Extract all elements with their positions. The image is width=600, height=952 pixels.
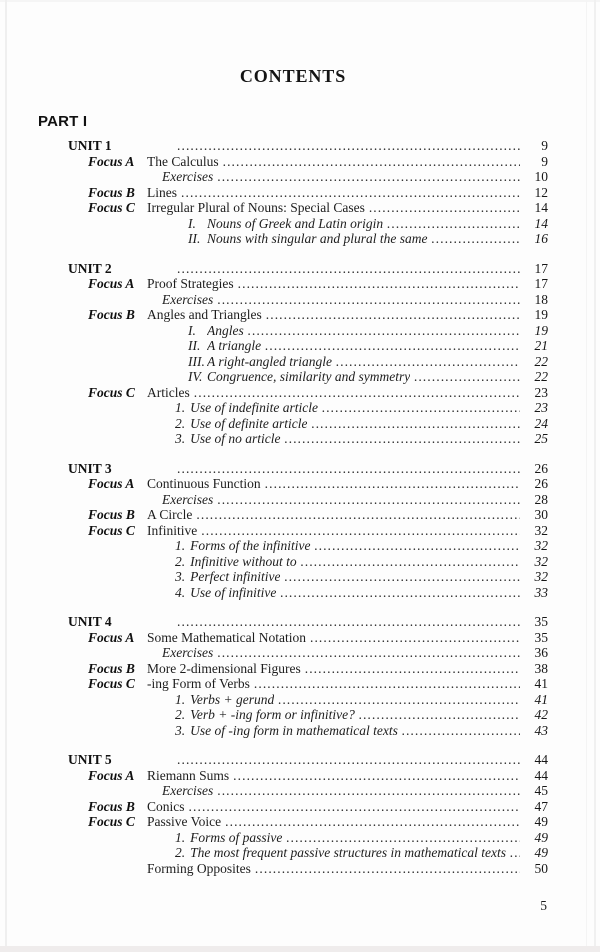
page-number: 44 (534, 752, 548, 767)
dot-leader (177, 752, 520, 768)
page-number: 19 (534, 307, 548, 322)
entry-title: Conics (147, 798, 185, 814)
toc-row-5-7 (0, 861, 600, 877)
dot-leader (189, 799, 520, 815)
toc-row-5-6 (0, 845, 600, 861)
entry-title: Riemann Sums (147, 767, 230, 783)
toc-row-1-5 (0, 216, 600, 232)
page-number: 24 (534, 415, 548, 431)
entry-title: Nouns with singular and plural the same (207, 231, 428, 246)
dot-leader (510, 845, 520, 861)
page-number: 9 (541, 138, 548, 153)
dot-leader (217, 783, 520, 799)
unit-label: UNIT 4 (68, 614, 112, 629)
entry-title: A right-angled triangle (207, 353, 332, 369)
toc-row-2-8 (0, 385, 600, 401)
focus-label: Focus C (88, 200, 135, 215)
toc-row-5-1 (0, 768, 600, 784)
focus-label: Focus B (88, 307, 135, 322)
page-number: 47 (534, 798, 548, 814)
toc-row-4-2 (0, 645, 600, 661)
toc (0, 138, 600, 890)
page-number: 17 (534, 276, 548, 291)
dot-leader (254, 676, 520, 692)
page-number: 9 (541, 153, 548, 169)
item-number: 1. (175, 538, 186, 553)
dot-leader (265, 476, 520, 492)
item-number: 3. (175, 431, 186, 446)
focus-label: Focus A (88, 476, 135, 491)
focus-label: Focus B (88, 798, 135, 814)
unit-label: UNIT 1 (68, 138, 112, 153)
toc-row-3-7 (0, 569, 600, 585)
dot-leader (265, 338, 520, 354)
item-number: II. (188, 338, 201, 353)
focus-label: Focus C (88, 384, 135, 400)
item-number: 3. (175, 722, 186, 738)
toc-row-unit-2 (0, 261, 600, 277)
toc-row-unit-3 (0, 461, 600, 477)
entry-title: More 2-dimensional Figures (147, 660, 301, 676)
dot-leader (194, 385, 520, 401)
part-heading: PART I (38, 113, 88, 130)
toc-row-4-5 (0, 692, 600, 708)
toc-row-2-5 (0, 338, 600, 354)
scan-edge-top (0, 0, 600, 2)
entry-title: Exercises (162, 783, 214, 798)
page-number: 23 (534, 400, 548, 415)
toc-row-2-7 (0, 369, 600, 385)
page-number: 32 (534, 569, 548, 584)
dot-leader (201, 523, 520, 539)
entry-title: Exercises (162, 645, 214, 660)
entry-title: Some Mathematical Notation (147, 629, 306, 645)
toc-row-unit-5 (0, 752, 600, 768)
dot-leader (336, 354, 520, 370)
page-number: 26 (534, 460, 548, 476)
page-number: 44 (534, 767, 548, 783)
toc-row-1-2 (0, 169, 600, 185)
unit-label: UNIT 3 (68, 460, 112, 476)
page-number: 42 (534, 707, 548, 722)
toc-row-2-4 (0, 323, 600, 339)
page-number: 41 (534, 691, 548, 707)
dot-leader (217, 492, 520, 508)
entry-title: Forms of the infinitive (190, 538, 311, 553)
dot-leader (238, 276, 520, 292)
dot-leader (286, 830, 520, 846)
item-number: 1. (175, 829, 186, 845)
toc-row-2-9 (0, 400, 600, 416)
page-number: 38 (534, 660, 548, 676)
toc-row-2-1 (0, 276, 600, 292)
item-number: 2. (175, 845, 186, 860)
dot-leader (177, 261, 520, 277)
page-number: 19 (534, 322, 548, 338)
dot-leader (223, 154, 520, 170)
toc-row-unit-4 (0, 614, 600, 630)
item-number: 2. (175, 553, 186, 569)
entry-title: Use of indefinite article (190, 400, 318, 415)
page-number: 36 (534, 645, 548, 660)
toc-row-1-6 (0, 231, 600, 247)
toc-row-4-6 (0, 707, 600, 723)
page-number: 25 (534, 431, 548, 446)
entry-title: Continuous Function (147, 476, 261, 491)
page-number: 28 (534, 491, 548, 507)
dot-leader (248, 323, 520, 339)
toc-row-2-2 (0, 292, 600, 308)
focus-label: Focus B (88, 507, 135, 522)
toc-row-2-3 (0, 307, 600, 323)
page-number: 33 (534, 584, 548, 600)
entry-title: Proof Strategies (147, 276, 234, 291)
dot-leader (196, 507, 520, 523)
dot-leader (177, 138, 520, 154)
page-number: 23 (534, 384, 548, 400)
entry-title: Angles (207, 322, 244, 338)
toc-row-4-3 (0, 661, 600, 677)
unit-block-3 (0, 461, 600, 601)
toc-row-1-4 (0, 200, 600, 216)
entry-title: Use of definite article (190, 415, 308, 431)
toc-row-5-3 (0, 799, 600, 815)
page-number: 30 (534, 507, 548, 522)
toc-row-2-10 (0, 416, 600, 432)
entry-title: Nouns of Greek and Latin origin (207, 215, 384, 231)
dot-leader (217, 169, 520, 185)
page-number: 32 (534, 538, 548, 553)
scan-edge-bottom (0, 946, 600, 952)
item-number: 1. (175, 400, 186, 415)
focus-label: Focus A (88, 153, 135, 169)
unit-block-2 (0, 261, 600, 447)
page-number: 32 (534, 522, 548, 538)
dot-leader (285, 431, 521, 447)
toc-row-5-5 (0, 830, 600, 846)
item-number: 1. (175, 691, 186, 707)
entry-title: Verb + -ing form or infinitive? (190, 707, 355, 722)
toc-row-3-5 (0, 538, 600, 554)
dot-leader (432, 231, 520, 247)
dot-leader (322, 400, 520, 416)
page-number: 18 (534, 291, 548, 307)
dot-leader (233, 768, 520, 784)
entry-title: Passive Voice (147, 814, 222, 829)
page-number: 17 (534, 260, 548, 276)
item-number: III. (188, 353, 205, 369)
toc-row-4-1 (0, 630, 600, 646)
entry-title: Forms of passive (190, 829, 283, 845)
page-number: 49 (534, 845, 548, 860)
dot-leader (217, 292, 520, 308)
page-title: CONTENTS (239, 66, 347, 86)
dot-leader (310, 630, 520, 646)
page-number: 43 (534, 722, 548, 738)
page-number: 12 (534, 184, 548, 200)
entry-title: Infinitive (147, 522, 198, 538)
focus-label: Focus C (88, 676, 135, 691)
entry-title: Irregular Plural of Nouns: Special Cases (147, 200, 365, 215)
toc-row-3-3 (0, 507, 600, 523)
dot-leader (301, 554, 520, 570)
toc-row-unit-1 (0, 138, 600, 154)
toc-row-2-11 (0, 431, 600, 447)
focus-label: Focus A (88, 276, 135, 291)
page-number: 49 (534, 829, 548, 845)
unit-block-4 (0, 614, 600, 738)
dot-leader (315, 538, 521, 554)
item-number: 3. (175, 569, 186, 584)
toc-row-1-3 (0, 185, 600, 201)
toc-row-4-7 (0, 723, 600, 739)
dot-leader (369, 200, 520, 216)
dot-leader (387, 216, 520, 232)
page-number: 45 (534, 783, 548, 798)
focus-label: Focus C (88, 814, 135, 829)
focus-label: Focus A (88, 767, 135, 783)
entry-title: Lines (147, 184, 177, 200)
toc-row-4-4 (0, 676, 600, 692)
item-number: I. (188, 215, 196, 231)
entry-title: Infinitive without to (190, 553, 297, 569)
dot-leader (225, 814, 520, 830)
page-number: 21 (534, 338, 548, 353)
page-number: 22 (534, 369, 548, 384)
toc-row-3-6 (0, 554, 600, 570)
page-number: 41 (534, 676, 548, 691)
dot-leader (359, 707, 520, 723)
page-number: 32 (534, 553, 548, 569)
unit-label: UNIT 5 (68, 752, 112, 767)
toc-row-3-4 (0, 523, 600, 539)
dot-leader (181, 185, 520, 201)
page-number: 35 (534, 614, 548, 629)
entry-title: Exercises (162, 169, 214, 184)
item-number: 4. (175, 584, 186, 600)
dot-leader (177, 614, 520, 630)
dot-leader (266, 307, 520, 323)
entry-title: Exercises (162, 491, 214, 507)
toc-row-2-6 (0, 354, 600, 370)
dot-leader (305, 661, 520, 677)
entry-title: Forming Opposites (147, 860, 251, 876)
page-number: 14 (534, 215, 548, 231)
entry-title: Perfect infinitive (190, 569, 281, 584)
entry-title: Angles and Triangles (147, 307, 262, 322)
dot-leader (217, 645, 520, 661)
toc-row-1-1 (0, 154, 600, 170)
toc-row-3-2 (0, 492, 600, 508)
unit-block-1 (0, 138, 600, 247)
entry-title: The most frequent passive structures in mathematical texts (190, 845, 506, 860)
dot-leader (311, 416, 520, 432)
toc-row-5-4 (0, 814, 600, 830)
entry-title: Articles (147, 384, 190, 400)
toc-row-5-2 (0, 783, 600, 799)
page-number: 49 (534, 814, 548, 829)
item-number: 2. (175, 415, 186, 431)
entry-title: The Calculus (147, 153, 219, 169)
focus-label: Focus B (88, 184, 135, 200)
toc-row-3-8 (0, 585, 600, 601)
item-number: IV. (188, 369, 203, 384)
dot-leader (402, 723, 520, 739)
page-number: 14 (534, 200, 548, 215)
toc-row-3-1 (0, 476, 600, 492)
unit-block-5 (0, 752, 600, 876)
dot-leader (278, 692, 520, 708)
item-number: II. (188, 231, 201, 246)
item-number: 2. (175, 707, 186, 722)
entry-title: Use of no article (190, 431, 281, 446)
entry-title: Congruence, similarity and symmetry (207, 369, 411, 384)
entry-title: -ing Form of Verbs (147, 676, 250, 691)
page-number: 26 (534, 476, 548, 491)
dot-leader (414, 369, 520, 385)
focus-label: Focus B (88, 660, 135, 676)
dot-leader (177, 461, 520, 477)
item-number: I. (188, 322, 196, 338)
page-number: 50 (534, 860, 548, 876)
entry-title: A Circle (147, 507, 193, 522)
dot-leader (255, 861, 520, 877)
page-number: 22 (534, 353, 548, 369)
unit-label: UNIT 2 (68, 260, 112, 276)
focus-label: Focus C (88, 522, 135, 538)
entry-title: A triangle (207, 338, 262, 353)
entry-title: Verbs + gerund (190, 691, 275, 707)
entry-title: Use of -ing form in mathematical texts (190, 722, 398, 738)
footer-page-number: 5 (540, 898, 547, 913)
page-number: 16 (534, 231, 548, 246)
dot-leader (284, 569, 520, 585)
entry-title: Use of infinitive (190, 584, 277, 600)
page-number: 35 (534, 629, 548, 645)
entry-title: Exercises (162, 291, 214, 307)
dot-leader (280, 585, 520, 601)
focus-label: Focus A (88, 629, 135, 645)
page-number: 10 (534, 169, 548, 184)
